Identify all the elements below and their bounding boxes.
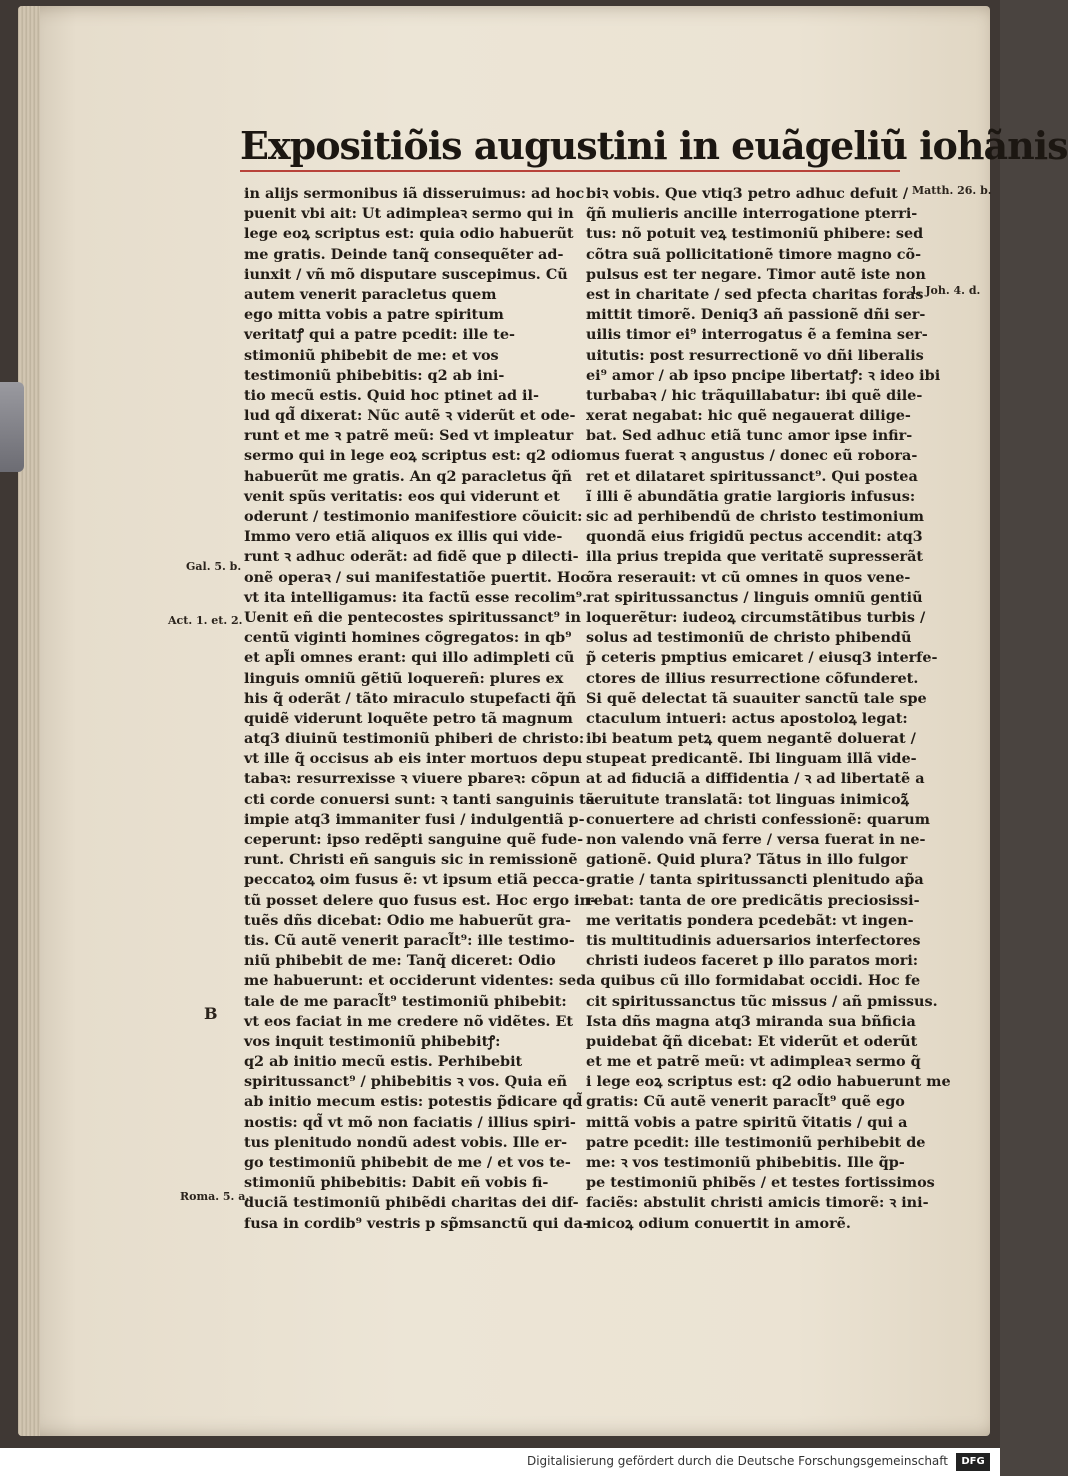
text-line: sermo qui in lege eoꝝ scriptus est: q2 odio [244, 447, 586, 465]
text-line: solus ad testimoniũ de christo phibendũ [586, 629, 912, 647]
text-line: gratie / tanta spiritussancti plenitudo ap̃a [586, 871, 924, 889]
text-line: biꝛ vobis. Que vtiq3 petro adhuc defuit / [586, 185, 909, 202]
text-line: seruitute translatã: tot linguas inimicoꝝ̃ [586, 790, 909, 808]
text-line: nostis: qd̃ vt mõ non faciatis / illius spiri- [244, 1113, 576, 1131]
text-line: christi iudeos faceret p illo paratos mori: [586, 952, 919, 970]
text-line: p̃ ceteris pmptius emicaret / eiusq3 interfe- [586, 649, 938, 667]
margin-note-gal: Gal. 5. b. [186, 560, 242, 573]
text-line: iunxit / vñ mõ disputare suscepimus. Cũ [244, 265, 568, 283]
text-line: tabaꝛ: resurrexisse ꝛ viuere pbareꝛ: cõpun [244, 770, 581, 788]
text-line: testimoniũ phibebitis: q2 ab ini- [244, 366, 505, 384]
text-line: a quibus cũ illo formidabat occidi. Hoc fe [586, 972, 921, 990]
text-line: i lege eoꝝ scriptus est: q2 odio habuerunt me [586, 1073, 951, 1091]
text-line: est in charitate / sed pfecta charitas foras [586, 285, 924, 303]
text-line: runt ꝛ adhuc oderãt: ad fidẽ que p dilecti- [244, 548, 579, 566]
head-rule [240, 170, 900, 172]
text-line: ei⁹ amor / ab ipso pncipe libertatꝭ: ꝛ ideo ibi [586, 366, 941, 384]
margin-note-joh: 1. Joh. 4. d. [910, 284, 981, 297]
text-line: et me et patrẽ meũ: vt adimpleaꝛ sermo q̃ [586, 1053, 921, 1071]
text-line: in alijs sermonibus iã disseruimus: ad hoc [244, 185, 585, 202]
text-line: Si quẽ delectat tã suauiter sanctũ tale spe [586, 689, 927, 707]
text-line: bat. Sed adhuc etiã tunc amor ipse infir- [586, 427, 913, 445]
text-line: Immo vero etiã aliquos ex illis qui vide- [244, 528, 563, 546]
text-line: q2 ab initio mecũ estis. Perhibebit [244, 1053, 523, 1071]
text-line: rat spiritussanctus / linguis omniũ gentiũ [586, 588, 923, 606]
text-line: mittã vobis a patre spiritũ ṽitatis / qui a [586, 1113, 908, 1131]
text-line: conuertere ad christi confessionẽ: quarum [586, 810, 930, 828]
text-line: oderunt / testimonio manifestiore cõuicit: [244, 508, 583, 525]
dfg-logo-icon: DFG [956, 1453, 990, 1471]
text-line: me habuerunt: et occiderunt videntes: sed [244, 972, 587, 990]
text-line: ctaculum intueri: actus apostoloꝝ legat: [586, 709, 908, 727]
text-line: patre pcedit: ille testimoniũ perhibebit de [586, 1133, 926, 1151]
text-line: spiritussanct⁹ / phibebitis ꝛ vos. Quia eñ [244, 1073, 568, 1091]
text-line: runt et me ꝛ patrẽ meũ: Sed vt impleatur [244, 427, 574, 445]
text-line: tus: nõ potuit veꝝ testimoniũ phibere: sed [586, 225, 924, 243]
text-line: uilis timor ei⁹ interrogatus ẽ a femina ser- [586, 326, 928, 344]
text-line: lege eoꝝ scriptus est: quia odio habuerũt [244, 225, 574, 243]
text-line: me veritatis pondera pcedebãt: vt ingen- [586, 911, 914, 929]
text-line: impie atq3 immaniter fusi / indulgentiã p- [244, 810, 585, 828]
text-line: tus plenitudo nondũ adest vobis. Ille er- [244, 1133, 568, 1151]
text-line: quidẽ viderunt loquẽte petro tã magnum [244, 709, 573, 727]
text-line: illa prius trepida que veritatẽ supresserãt [586, 548, 924, 566]
text-line: tũ posset delere quo fusus est. Hoc ergo in- [244, 891, 597, 909]
text-line: me: ꝛ vos testimoniũ phibebitis. Ille q̃p- [586, 1154, 905, 1171]
text-line: uitutis: post resurrectionẽ vo dñi liberalis [586, 346, 924, 364]
text-line: venit spũs veritatis: eos qui viderunt et [244, 487, 560, 505]
margin-note-section-b: B [204, 1004, 218, 1023]
text-line: ĩ illi ẽ abundãtia gratie largioris infusus: [586, 487, 916, 505]
text-line: Ista dñs magna atq3 miranda sua bñficia [586, 1012, 916, 1030]
text-line: centũ viginti homines cõgregatos: in qb⁹ [244, 629, 572, 647]
text-line: runt. Christi eñ sanguis sic in remissionẽ [244, 851, 578, 869]
text-line: linguis omniũ gẽtiũ loquereñ: plures ex [244, 669, 564, 687]
text-line: tis multitudinis aduersarios interfectores [586, 931, 921, 949]
text-line: et apl̃i omnes erant: qui illo adimpleti cũ [244, 649, 575, 667]
text-line: autem venerit paracletus quem [244, 285, 497, 303]
text-line: ego mitta vobis a patre spiritum [244, 306, 504, 324]
text-line: mittit timorẽ. Deniq3 añ passionẽ dñi ser- [586, 306, 926, 324]
text-line: habuerũt me gratis. An q2 paracletus q̃ñ [244, 467, 572, 485]
text-line: q̃ñ mulieris ancille interrogatione pterri- [586, 205, 918, 223]
text-line: stupeat predicantẽ. Ibi linguam illã vide- [586, 750, 917, 768]
text-line: turbabaꝛ / hic trãquillabatur: ibi quẽ dile- [586, 386, 923, 404]
text-line: lud qd̃ dixerat: Nũc autẽ ꝛ viderũt et ode- [244, 407, 576, 425]
text-line: pulsus est ter negare. Timor autẽ iste non [586, 265, 926, 283]
text-line: tis. Cũ autẽ venerit paracl̃t⁹: ille testimo- [244, 931, 575, 949]
text-line: veritatꝭ qui a patre pcedit: ille te- [244, 326, 515, 344]
text-line: go testimoniũ phibebit de me / et vos te- [244, 1154, 571, 1171]
margin-note-matth: Matth. 26. b. [912, 184, 992, 197]
text-line: atq3 diuinũ testimoniũ phiberi de christo: [244, 730, 585, 748]
text-line: ab initio mecum estis: potestis p̃dicare qd̃ [244, 1093, 583, 1111]
text-line: ceperunt: ipso redẽpti sanguine quẽ fude- [244, 831, 584, 848]
text-line: õra reserauit: vt cũ omnes in quos vene- [586, 568, 911, 586]
text-line: xerat negabat: hic quẽ negauerat dilige- [586, 407, 911, 425]
text-line: stimoniũ phibebitis: Dabit eñ vobis fi- [244, 1174, 549, 1192]
footer-bar [0, 1448, 1000, 1476]
text-line: stimoniũ phibebit de me: et vos [244, 346, 499, 364]
text-line: faciẽs: abstulit christi amicis timorẽ: ꝛ ini- [586, 1194, 929, 1212]
text-line: vos inquit testimoniũ phibebitꝭ: [244, 1032, 501, 1050]
text-line: quondã eius frigidũ pectus accendit: atq3 [586, 528, 923, 546]
footer-credit: Digitalisierung gefördert durch die Deutsche Forschungsgemeinschaft [526, 1454, 948, 1468]
text-line: peccatoꝝ oim fusus ẽ: vt ipsum etiã pecca- [244, 871, 585, 889]
text-line: gratis: Cũ autẽ venerit paracl̃t⁹ quẽ ego [586, 1093, 905, 1111]
text-line: ret et dilataret spiritussanct⁹. Qui postea [586, 467, 918, 485]
running-head: Expositiõis augustini in euãgeliũ iohãnis [240, 123, 1068, 168]
text-line: tale de me paracl̃t⁹ testimoniũ phibebit: [244, 992, 567, 1010]
page-edge [18, 6, 40, 1436]
text-line: vt ille q̃ occisus ab eis inter mortuos depu [244, 750, 583, 768]
text-line: cti corde conuersi sunt: ꝛ tanti sanguinis tã [244, 790, 595, 808]
text-line: Uenit eñ die pentecostes spiritussanct⁹ in [244, 608, 581, 626]
text-line: mus fuerat ꝛ angustus / donec eũ robora- [586, 447, 918, 465]
text-line: tuẽs dñs dicebat: Odio me habuerũt gra- [244, 911, 571, 929]
text-line: vt eos faciat in me credere nõ vidẽtes. Et [244, 1012, 574, 1030]
text-line: ibi beatum petꝝ quem negantẽ doluerat / [586, 730, 916, 748]
left-text-column [244, 184, 597, 1232]
text-line: niũ phibebit de me: Tanq̃ diceret: Odio [244, 952, 556, 970]
text-line: onẽ operaꝛ / sui manifestatiõe puertit. Hoc [244, 568, 589, 586]
text-line: pe testimoniũ phibẽs / et testes fortissimos [586, 1174, 935, 1192]
text-line: micoꝝ odium conuertit in amorẽ. [586, 1214, 851, 1232]
margin-note-act: Act. 1. et. 2. [168, 614, 243, 627]
text-line: fusa in cordib⁹ vestris p sp̃msanctũ qui da- [244, 1214, 589, 1232]
text-line: loquerẽtur: iudeoꝝ circumstãtibus turbis / [586, 608, 926, 626]
text-line: his q̃ oderãt / tãto miraculo stupefacti q̃ñ [244, 689, 577, 707]
text-line: non valendo vnã ferre / versa fuerat in ne- [586, 831, 926, 848]
text-line: ctores de illius resurrectione cõfunderet. [586, 669, 919, 687]
text-line: tio mecũ estis. Quid hoc ptinet ad il- [244, 386, 539, 404]
text-line: rebat: tanta de ore predicãtis preciosissi- [586, 891, 920, 909]
text-line: me gratis. Deinde tanq̃ consequẽter ad- [244, 245, 564, 263]
text-line: at ad fiduciã a diffidentia / ꝛ ad libertatẽ a [586, 770, 925, 788]
text-line: duciã testimoniũ phibẽdi charitas dei dif- [244, 1194, 579, 1212]
clip-icon [0, 382, 24, 472]
margin-note-roma: Roma. 5. a. [180, 1190, 250, 1203]
text-line: cõtra suã pollicitationẽ timore magno cõ- [586, 245, 922, 263]
text-line: gationẽ. Quid plura? Tãtus in illo fulgor [586, 851, 908, 869]
text-line: puenit vbi ait: Ut adimpleaꝛ sermo qui in [244, 205, 574, 223]
text-line: sic ad perhibendũ de christo testimonium [586, 508, 925, 525]
text-line: puidebat q̃ñ dicebat: Et viderũt et oderũt [586, 1032, 918, 1050]
text-line: vt ita intelligamus: ita factũ esse recolim⁹. [244, 588, 588, 606]
text-line: cit spiritussanctus tũc missus / añ pmissus. [586, 992, 938, 1010]
